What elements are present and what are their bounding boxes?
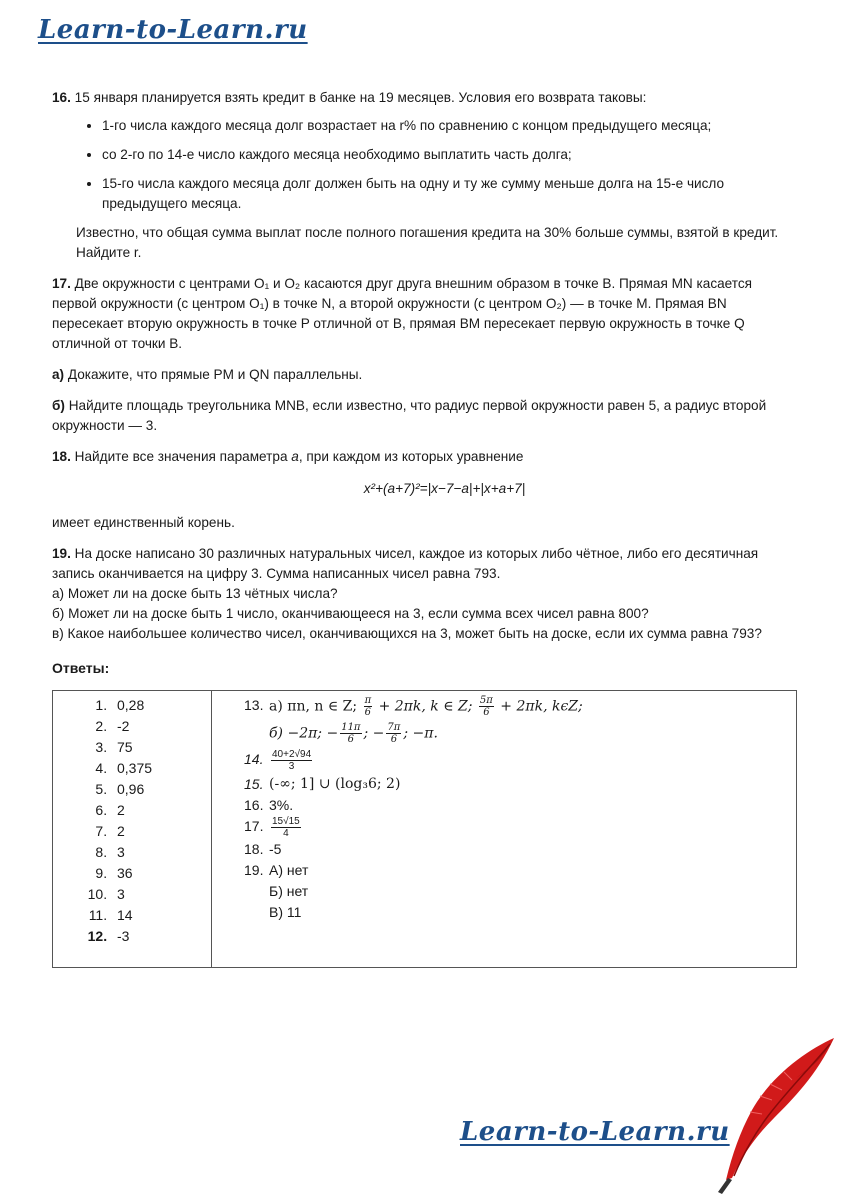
task-18-formula: x²+(a+7)²=|x−7−a|+|x+a+7| bbox=[363, 481, 526, 496]
answer-13-a-end: + 2πk, kϵZ; bbox=[495, 698, 583, 715]
answer-18-number: 18. bbox=[244, 841, 264, 857]
task-16-text: 15 января планируется взять кредит в банке на 19 месяцев. Условия его возврата таковы: bbox=[70, 90, 647, 105]
answer-16-number: 16. bbox=[244, 797, 264, 813]
fraction-numerator: 5π bbox=[479, 695, 493, 706]
answer-15-number: 15. bbox=[244, 776, 264, 792]
answer-19 bbox=[244, 860, 796, 881]
answer-14-number: 14. bbox=[244, 751, 264, 767]
answer-item: 1. 0,28 bbox=[111, 695, 211, 716]
answers-table bbox=[52, 690, 797, 968]
answer-17-number: 17. bbox=[244, 818, 264, 834]
task-18-number: 18. bbox=[52, 449, 71, 464]
answer-13-b-end: ; −π. bbox=[403, 725, 438, 742]
task-16 bbox=[52, 88, 797, 263]
fraction-numerator: 15√15 bbox=[272, 816, 300, 827]
condition-item: • 15-го числа каждого месяца долг должен быть на одну и ту же сумму меньше долга на 15-е число предыдущего месяца. bbox=[102, 174, 797, 214]
task-17-a-label: а) bbox=[52, 367, 65, 382]
answer-19-b-row bbox=[244, 881, 796, 902]
answers-column-2 bbox=[212, 691, 797, 968]
fraction bbox=[479, 695, 494, 718]
task-19-text: На доске написано 30 различных натуральных чисел, каждое из которых либо чётное, либо его десятичная запись оканчивается на цифру 3. Сумма написанных чисел равна 793. bbox=[52, 546, 759, 581]
task-19-question-c: в) Какое наибольшее количество чисел, оканчивающихся на 3, может быть на доске, если их сумма равна 793? bbox=[52, 626, 762, 641]
fraction bbox=[340, 722, 361, 745]
answer-13-b-text: б) −2π; − bbox=[269, 725, 339, 742]
answer-item: 4. 0,375 bbox=[111, 758, 211, 779]
answer-16 bbox=[244, 795, 796, 816]
answers-title: Ответы: bbox=[52, 660, 110, 676]
answer-19-c: В) 11 bbox=[269, 904, 302, 920]
answer-item: 8. 3 bbox=[111, 842, 211, 863]
answer-16-value: 3%. bbox=[269, 797, 294, 813]
task-19-question-a: а) Может ли на доске быть 13 чётных числа? bbox=[52, 586, 338, 601]
logo-top: Learn-to-Learn.ru bbox=[38, 15, 308, 45]
task-19 bbox=[52, 544, 797, 644]
condition-item: • со 2-го по 14-е число каждого месяца необходимо выплатить часть долга; bbox=[102, 145, 797, 165]
task-17-number: 17. bbox=[52, 276, 71, 291]
answer-item: 7. 2 bbox=[111, 821, 211, 842]
task-19-number: 19. bbox=[52, 546, 71, 561]
task-18-text: Найдите все значения параметра bbox=[70, 449, 292, 464]
fraction-numerator: 7π bbox=[387, 722, 401, 733]
fraction bbox=[271, 816, 301, 839]
fraction bbox=[364, 695, 373, 718]
fraction bbox=[271, 749, 312, 772]
answer-14 bbox=[244, 749, 796, 772]
answer-15 bbox=[244, 774, 796, 795]
answer-15-value: (-∞; 1] ∪ (log₃6; 2) bbox=[269, 776, 401, 792]
task-18-text-after: , при каждом из которых уравнение bbox=[298, 449, 524, 464]
task-18-tail: имеет единственный корень. bbox=[52, 515, 235, 530]
answer-item: 2. -2 bbox=[111, 716, 211, 737]
task-19-question-b: б) Может ли на доске быть 1 число, оканчивающееся на 3, если сумма всех чисел равна 800? bbox=[52, 606, 649, 621]
task-17-a-text: Докажите, что прямые PM и QN параллельны. bbox=[64, 367, 363, 382]
task-17-b-text: Найдите площадь треугольника MNB, если известно, что радиус первой окружности равен 5, а радиус второй окружности — 3. bbox=[52, 398, 767, 433]
answer-item: 3. 75 bbox=[111, 737, 211, 758]
condition-item: • 1-го числа каждого месяца долг возрастает на r% по сравнению с концом предыдущего месяца; bbox=[102, 116, 797, 136]
answer-13-a-mid: + 2πk, k ∈ Z; bbox=[374, 698, 477, 715]
answer-18-value: -5 bbox=[269, 841, 282, 857]
fraction-denominator: 6 bbox=[364, 707, 372, 718]
task-16-conditions bbox=[52, 116, 797, 214]
fraction-denominator: 6 bbox=[483, 707, 490, 718]
answer-item: 6. 2 bbox=[111, 800, 211, 821]
answer-19-b: Б) нет bbox=[269, 883, 309, 899]
fraction-denominator: 3 bbox=[288, 761, 295, 772]
fraction-denominator: 6 bbox=[347, 734, 355, 745]
answer-13 bbox=[244, 695, 796, 718]
answer-18 bbox=[244, 839, 796, 860]
fraction-numerator: 40+2√94 bbox=[272, 749, 312, 760]
task-17 bbox=[52, 274, 797, 436]
task-16-question: Известно, что общая сумма выплат после полного погашения кредита на 30% больше суммы, взятой в кредит. Найдите r. bbox=[76, 225, 779, 260]
task-17-text: Две окружности с центрами O₁ и O₂ касаются друг друга внешним образом в точке B. Прямая MN касается первой окружности (с центром O₁) в точке N, а второй окружности (с центром O₂) — в точке M. Прямая BN пересекает вторую окружность в точке P отличной от B, прямая BM пересекает первую окружность в точке Q отличной от точки B. bbox=[52, 276, 753, 351]
answers-column-1 bbox=[53, 691, 212, 968]
answer-12-value: -3 bbox=[117, 928, 130, 944]
answer-19-number: 19. bbox=[244, 862, 264, 878]
answer-19-a: А) нет bbox=[269, 862, 309, 878]
answer-item: 11. 14 bbox=[111, 905, 211, 926]
fraction-denominator: 6 bbox=[390, 734, 398, 745]
answer-13-a bbox=[269, 695, 583, 718]
task-18 bbox=[52, 447, 797, 533]
answers-list-1 bbox=[53, 695, 211, 947]
answer-item: 10. 3 bbox=[111, 884, 211, 905]
logo-bottom: Learn-to-Learn.ru bbox=[460, 1117, 730, 1147]
answer-13-b-sep: ; − bbox=[363, 725, 385, 742]
answer-13-number: 13. bbox=[244, 697, 264, 713]
document-body bbox=[52, 88, 797, 968]
answer-17 bbox=[244, 816, 796, 839]
task-17-b-label: б) bbox=[52, 398, 65, 413]
answer-item: 5. 0,96 bbox=[111, 779, 211, 800]
answer-19-c-row bbox=[244, 902, 796, 923]
task-18-param: a bbox=[291, 449, 299, 464]
fraction-numerator: 11π bbox=[341, 722, 361, 733]
answer-item: 9. 36 bbox=[111, 863, 211, 884]
answer-item bbox=[111, 926, 211, 947]
task-16-number: 16. bbox=[52, 90, 71, 105]
answer-13-b-math bbox=[269, 722, 438, 745]
fraction bbox=[386, 722, 401, 745]
answer-13-b bbox=[244, 722, 796, 745]
fraction-numerator: π bbox=[364, 695, 372, 706]
answer-13-a-text: а) πn, n ∈ Z; bbox=[269, 698, 362, 715]
feather-quill-icon bbox=[712, 1030, 842, 1195]
fraction-denominator: 4 bbox=[283, 828, 289, 839]
answers-list-2 bbox=[212, 695, 796, 923]
